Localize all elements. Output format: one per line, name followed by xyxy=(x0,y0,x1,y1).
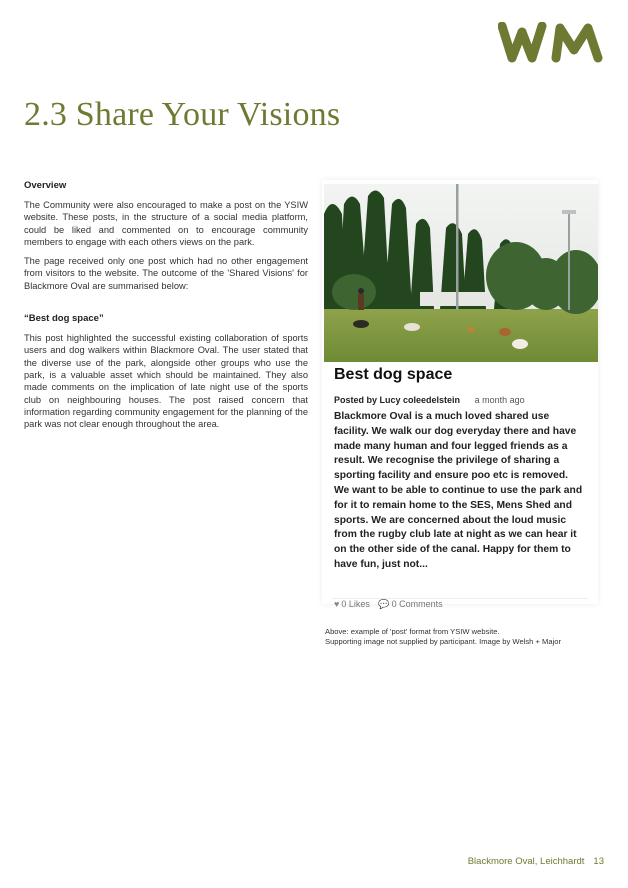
park-photo xyxy=(324,184,598,362)
heart-icon: ♥ xyxy=(334,599,340,609)
quote-heading: “Best dog space” xyxy=(24,313,104,325)
page-footer xyxy=(468,856,604,867)
caption-line: Supporting image not supplied by participant. Image by Welsh + Major xyxy=(325,637,562,646)
page-title: 2.3 Share Your Visions xyxy=(24,96,341,133)
post-actions xyxy=(334,599,449,610)
wm-logo xyxy=(498,22,606,64)
caption-line: Above: example of 'post' format from YSIW website. xyxy=(325,627,500,636)
footer-location: Blackmore Oval, Leichhardt xyxy=(467,856,585,867)
overview-heading: Overview xyxy=(24,180,67,191)
quote-paragraph: This post highlighted the successful existing collaboration of sports users and dog walkers within Blackmore Oval. The user stated that the diverse use of the park, alongside other groups who use the park, is a valuable asset which should be maintained. They also made comments on the implication of late night use of the sports club on neighbouring houses. The post raised concern that information regarding community engagement for the planning of the park was not clear enough throughout the area. xyxy=(24,333,308,430)
overview-paragraph: The Community were also encouraged to make a post on the YSIW website. These posts, in the structure of a social media platform, could be liked and commented on to encourage community members to engage with each others views on the park. xyxy=(24,200,308,247)
page-number: 13 xyxy=(593,856,604,867)
post-title: Best dog space xyxy=(334,366,453,383)
comments-count: 0 Comments xyxy=(391,599,443,609)
likes-count: 0 Likes xyxy=(341,599,370,609)
overview-paragraph: The page received only one post which had no other engagement from visitors to the website. The outcome of the 'Shared Visions' for Blackmore Oval are summarised below: xyxy=(24,256,308,291)
post-meta xyxy=(334,395,525,405)
post-card xyxy=(322,180,598,609)
comments-button[interactable] xyxy=(378,599,442,609)
post-body: Blackmore Oval is a much loved shared use facility. We walk our dog everyday there and have made many human and four legged friends as a result. We recognise the privilege of sharing a sporting facility and ensure poo etc is removed. We want to be able to continue to use the park and for it to remain home to the SES, Mens Shed and sports. We are concerned about the loud music from the rugby club late at night as we can hear it on the other side of the canal. Happy for them to have fun, just not... xyxy=(334,411,583,570)
post-timestamp: a month ago xyxy=(474,395,525,405)
image-caption xyxy=(325,627,615,647)
like-button[interactable] xyxy=(334,599,372,609)
comment-icon: 💬 xyxy=(378,599,390,609)
post-author: Posted by Lucy coleedelstein xyxy=(334,395,461,405)
left-column xyxy=(24,180,308,437)
